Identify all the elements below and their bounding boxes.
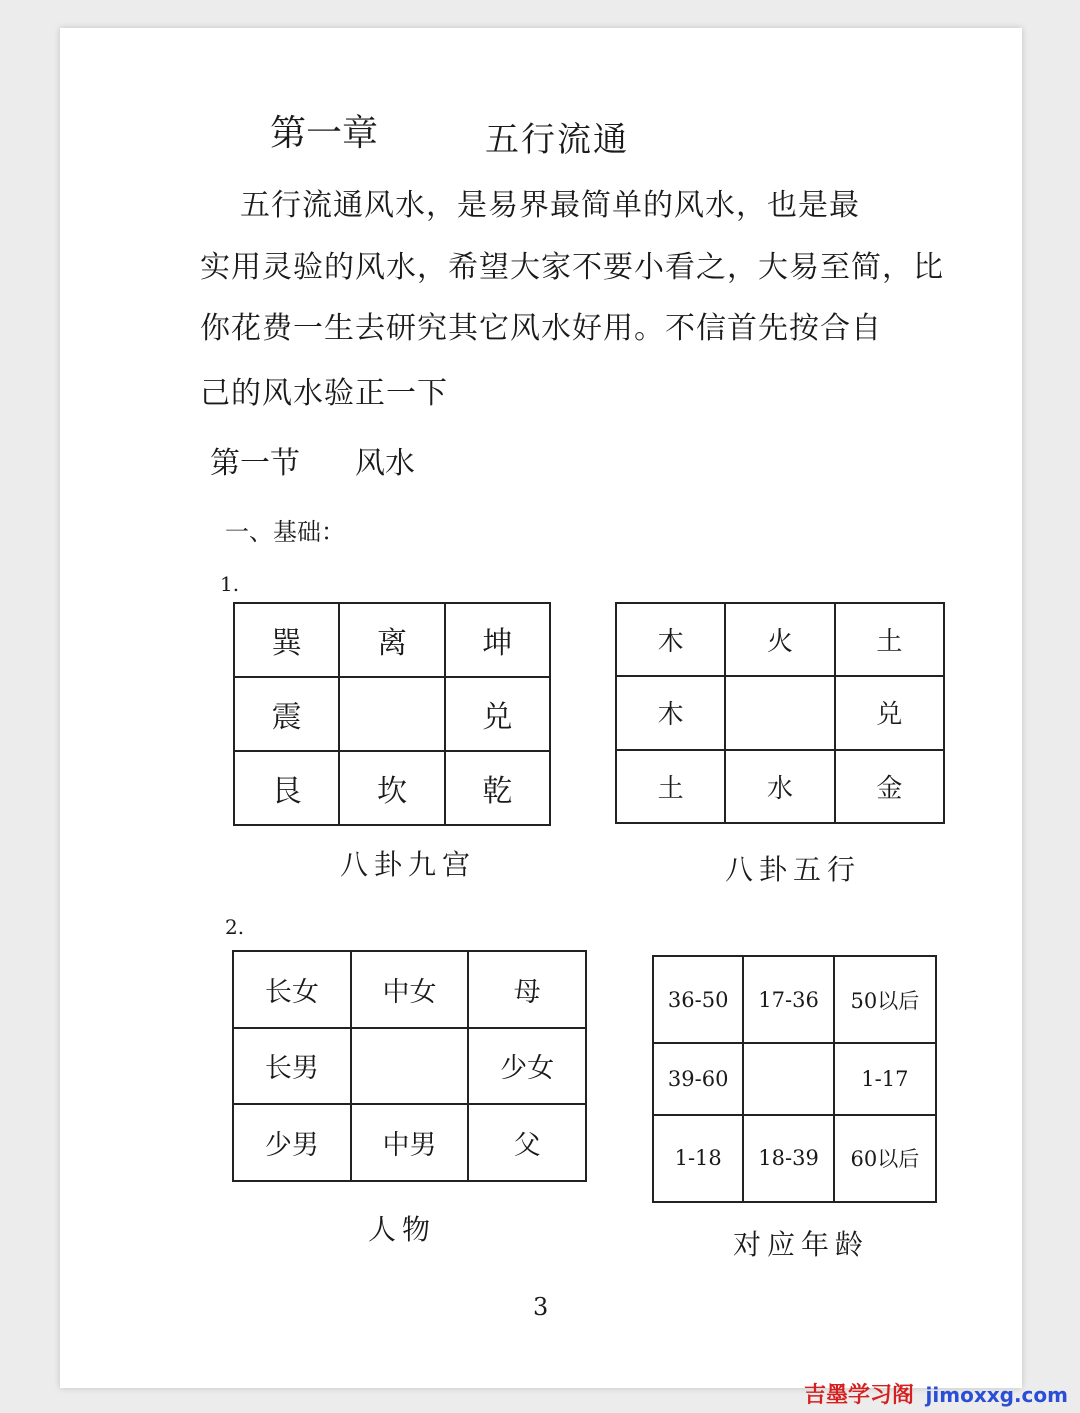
subsection-title: 一、基础： <box>225 518 345 546</box>
table-cell: 长女 <box>233 951 351 1028</box>
watermark-url: jimoxxg.com <box>925 1383 1068 1407</box>
table-cell: 母 <box>468 951 586 1028</box>
table-cell <box>339 677 444 751</box>
section-title: 第一节 <box>210 446 300 481</box>
table-cell: 39-60 <box>653 1043 743 1114</box>
table-cell: 离 <box>339 603 444 677</box>
bagua-jiugong-table <box>233 602 551 826</box>
table-cell: 坤 <box>445 603 550 677</box>
bagua-wuxing-table <box>615 602 945 824</box>
table-cell: 兑 <box>445 677 550 751</box>
table-cell: 少女 <box>468 1028 586 1105</box>
table-cell: 1-17 <box>834 1043 936 1114</box>
table-cell: 土 <box>616 750 725 823</box>
section-topic: 风水 <box>355 446 415 481</box>
table-cell: 土 <box>835 603 944 676</box>
table-cell: 火 <box>725 603 834 676</box>
table-cell: 18-39 <box>743 1115 833 1202</box>
table-cell: 长男 <box>233 1028 351 1105</box>
table-cell: 60以后 <box>834 1115 936 1202</box>
table-cell: 少男 <box>233 1104 351 1181</box>
table-cell: 震 <box>234 677 339 751</box>
watermark-brand: 吉墨学习阁 <box>803 1383 914 1408</box>
paragraph-line: 实用灵验的风水，希望大家不要小看之，大易至简，比 <box>200 250 944 285</box>
table-cell: 乾 <box>445 751 550 825</box>
table-cell: 36-50 <box>653 956 743 1043</box>
table-cell <box>743 1043 833 1114</box>
table-cell: 木 <box>616 676 725 749</box>
paragraph-line: 五行流通风水，是易界最简单的风水，也是最 <box>240 188 860 223</box>
table-cell <box>725 676 834 749</box>
item-number: 2. <box>225 915 245 939</box>
site-watermark <box>804 1378 1068 1409</box>
chapter-title: 第一章 <box>270 113 379 154</box>
table-cell: 50以后 <box>834 956 936 1043</box>
table-cell: 17-36 <box>743 956 833 1043</box>
table-cell: 父 <box>468 1104 586 1181</box>
nianling-table <box>652 955 937 1203</box>
table-cell: 巽 <box>234 603 339 677</box>
table-caption: 人物 <box>368 1213 437 1246</box>
table-caption: 八卦五行 <box>725 853 862 886</box>
table-cell: 艮 <box>234 751 339 825</box>
table-cell: 坎 <box>339 751 444 825</box>
paragraph-line: 你花费一生去研究其它风水好用。不信首先按合自 <box>200 311 882 346</box>
table-caption: 对应年龄 <box>733 1228 870 1261</box>
page-number: 3 <box>533 1293 549 1321</box>
renwu-table <box>232 950 587 1182</box>
table-cell: 1-18 <box>653 1115 743 1202</box>
table-cell: 金 <box>835 750 944 823</box>
table-cell: 中男 <box>351 1104 469 1181</box>
table-cell: 中女 <box>351 951 469 1028</box>
table-cell: 木 <box>616 603 725 676</box>
item-number: 1. <box>220 572 240 596</box>
chapter-topic: 五行流通 <box>485 120 629 160</box>
paragraph-line: 己的风水验正一下 <box>200 376 448 411</box>
table-cell <box>351 1028 469 1105</box>
table-caption: 八卦九宫 <box>340 848 477 881</box>
table-cell: 兑 <box>835 676 944 749</box>
table-cell: 水 <box>725 750 834 823</box>
